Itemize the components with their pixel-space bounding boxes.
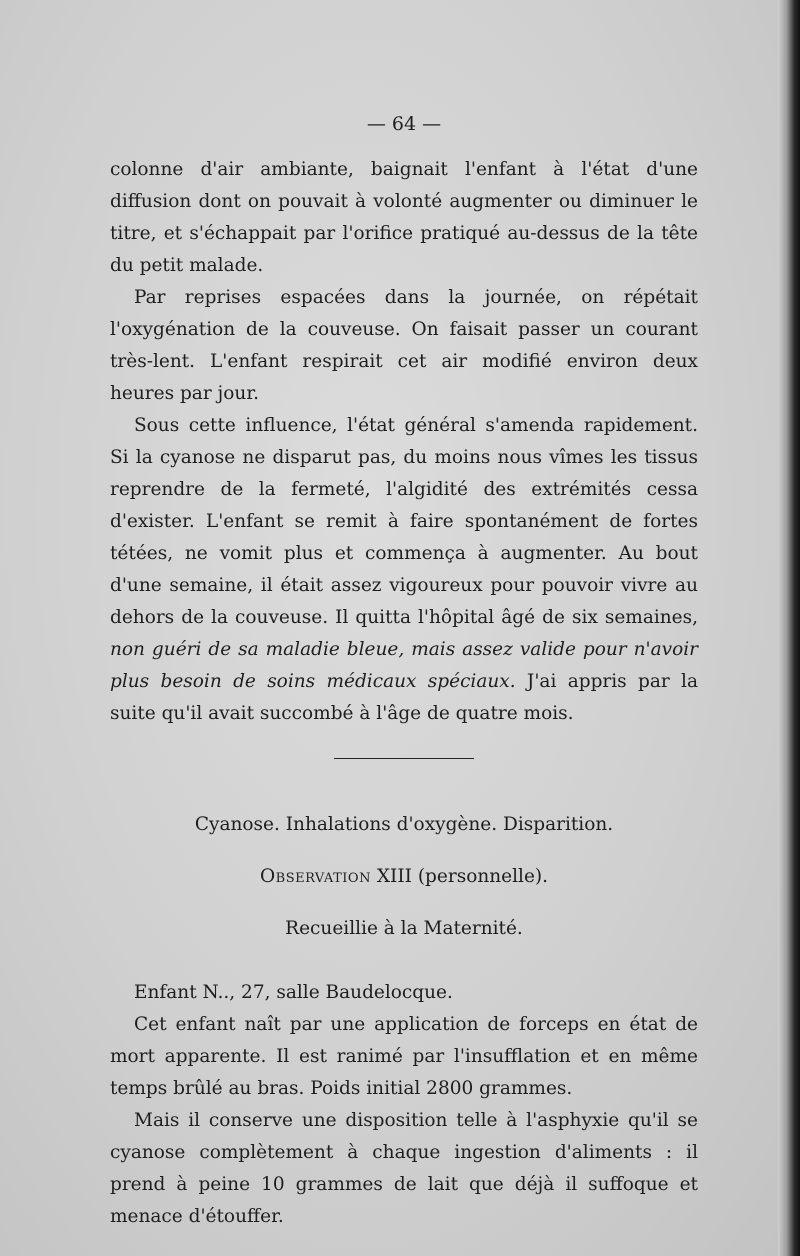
paragraph-outcome	[110, 410, 698, 730]
observation-label: Observation	[259, 866, 371, 887]
observation-heading	[110, 861, 698, 893]
section-divider	[334, 758, 474, 759]
observation-note: (personnelle).	[417, 866, 548, 887]
paragraph-outcome-text-a: Sous cette influence, l'état général s'amenda rapidement. Si la cyanose ne disparut pas, du moins nous vîmes les tissus reprendre de la fermeté, l'algidité des extrémités cessa d'exister. L'enfant se remit à faire spontanément de fortes tétées, ne vomit plus et commença à augmenter. Au bout d'une semaine, il était assez vigoureux pour pouvoir vivre au dehors de la couveuse. Il quitta l'hôpital âgé de six semaines,	[110, 415, 698, 628]
paragraph-outcome-italic: non guéri de sa maladie bleue, mais assez valide pour n'avoir plus besoin de soins médicaux spéciaux.	[110, 639, 698, 692]
paragraph-outcome-text-b: J'ai appris par la suite qu'il avait succombé à l'âge de quatre mois.	[110, 671, 698, 724]
observation-location: Recueillie à la Maternité.	[285, 918, 523, 939]
page-edge-shadow	[778, 0, 800, 1256]
paragraph-continuation: colonne d'air ambiante, baignait l'enfant à l'état d'une diffusion dont on pouvait à volonté augmenter ou diminuer le titre, et s'échappait par l'orifice pratiqué au-dessus de la tête du petit malade.	[110, 159, 698, 276]
case-birth: Cet enfant naît par une application de forceps en état de mort apparente. Il est ranimé par l'insufflation et en même temps brûlé au bras. Poids initial 2800 grammes.	[110, 1014, 698, 1099]
case-identity: Enfant N.., 27, salle Baudelocque.	[134, 982, 453, 1003]
section-title: Cyanose. Inhalations d'oxygène. Disparition.	[194, 814, 614, 835]
observation-number: XIII	[376, 866, 412, 887]
paragraph-oxygenation: Par reprises espacées dans la journée, on répétait l'oxygénation de la couveuse. On faisait passer un courant très-lent. L'enfant respirait cet air modifié environ deux heures par jour.	[110, 287, 698, 404]
text-block	[110, 108, 698, 1233]
case-asphyxia: Mais il conserve une disposition telle à l'asphyxie qu'il se cyanose complètement à chaque ingestion d'aliments : il prend à peine 10 grammes de lait que déjà il suffoque et menace d'étouffer.	[110, 1110, 698, 1227]
page-number: — 64 —	[366, 113, 442, 135]
